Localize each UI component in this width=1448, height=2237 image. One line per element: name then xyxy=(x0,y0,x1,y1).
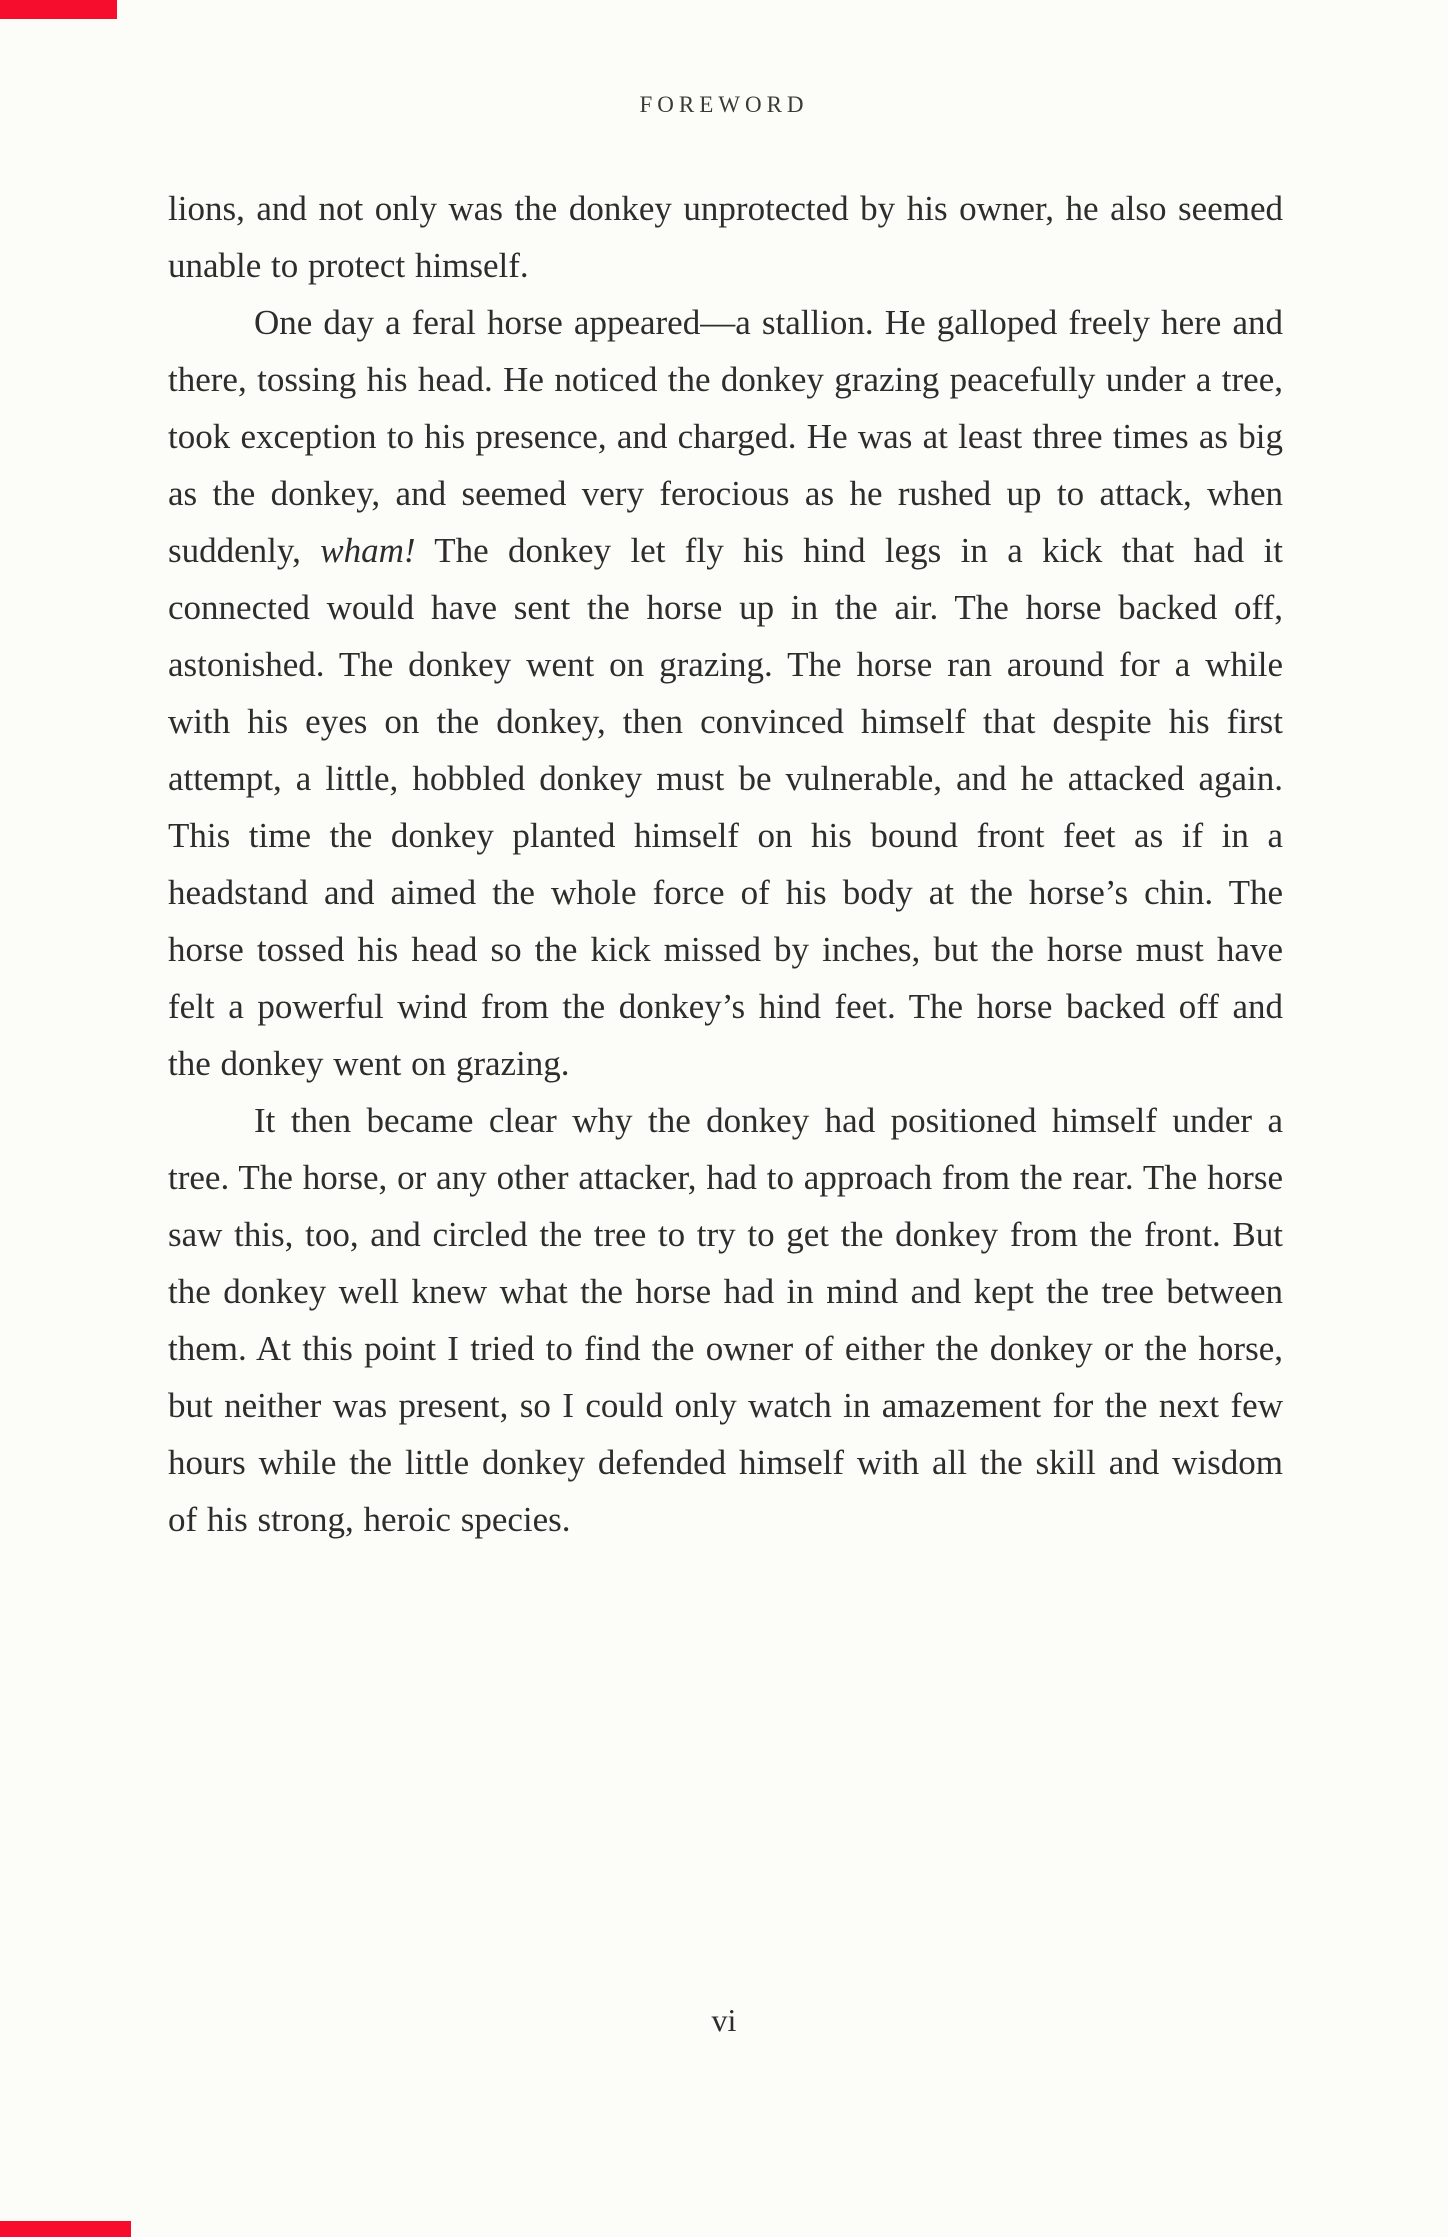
paragraph-3: It then became clear why the donkey had positioned himself under a tree. The horse, or any other attacker, had to approach from the rear. The horse saw this, too, and circled the tree to try to get the donkey from the front. But the donkey well knew what the horse had in mind and kept the tree between them. At this point I tried to find the owner of either the donkey or the horse, but neither was present, so I could only watch in amazement for the next few hours while the little donkey defended himself with all the skill and wisdom of his strong, heroic species. xyxy=(168,1101,1283,1539)
paragraph-2 xyxy=(168,294,1283,1092)
paragraph-2-text: One day a feral horse appeared—a stallion. He galloped freely here and there, tossing his head. He noticed the donkey grazing peacefully under a tree, took exception to his presence, and charged. He was at least three times as big as the donkey, and seemed very ferocious as he rushed up to attack, when suddenly, xyxy=(168,303,1283,570)
running-head-foreword: FOREWORD xyxy=(639,92,809,117)
paragraph-2-italic-word: wham! xyxy=(320,531,416,570)
paragraph-1: lions, and not only was the donkey unprotected by his owner, he also seemed unable to protect himself. xyxy=(168,189,1283,285)
body-text xyxy=(168,180,1283,1548)
scan-artifact-bottom xyxy=(0,2221,131,2237)
page-number: vi xyxy=(711,2002,737,2038)
scan-artifact-top xyxy=(0,0,117,19)
paragraph-2-text-continued: The donkey let fly his hind legs in a kick that had it connected would have sent the horse up in the air. The horse backed off, astonished. The donkey went on grazing. The horse ran around for a while with his eyes on the donkey, then convinced himself that despite his first attempt, a little, hobbled donkey must be vulnerable, and he attacked again. This time the donkey planted himself on his bound front feet as if in a headstand and aimed the whole force of his body at the horse’s chin. The horse tossed his head so the kick missed by inches, but the horse must have felt a powerful wind from the donkey’s hind feet. The horse backed off and the donkey went on grazing. xyxy=(168,531,1283,1083)
